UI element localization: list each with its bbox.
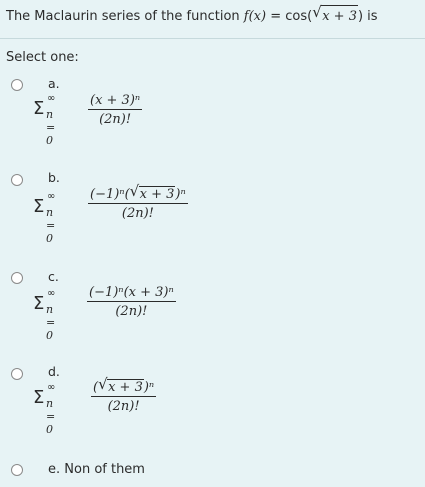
divider bbox=[0, 38, 425, 39]
sum-upper-limit: ∞ bbox=[47, 382, 56, 393]
question-function: f(x) bbox=[243, 9, 267, 24]
option-c-fraction bbox=[87, 285, 176, 319]
question-text bbox=[6, 5, 421, 28]
option-c-denominator: (2n)! bbox=[115, 304, 148, 319]
option-a-radio[interactable] bbox=[11, 79, 23, 91]
option-b-denominator: (2n)! bbox=[121, 206, 154, 221]
option-d-letter: d. bbox=[48, 364, 60, 379]
option-d-radicand: x + 3 bbox=[108, 380, 143, 395]
question-suffix: is bbox=[363, 9, 378, 24]
sigma-icon: Σ bbox=[33, 293, 45, 314]
radical-icon: √ bbox=[98, 375, 108, 393]
sum-upper-limit: ∞ bbox=[47, 93, 56, 104]
question-paren-open: ( bbox=[307, 9, 313, 24]
option-b-num-suffix: ⁿ bbox=[180, 187, 186, 202]
sigma-icon: Σ bbox=[33, 98, 45, 119]
sum-lower-limit: n = 0 bbox=[46, 397, 56, 436]
sigma-icon: Σ bbox=[33, 387, 45, 408]
option-a-denominator: (2n)! bbox=[99, 112, 132, 127]
select-one-prompt: Select one: bbox=[6, 50, 79, 65]
option-b-radio[interactable] bbox=[11, 174, 23, 186]
option-d-radio[interactable] bbox=[11, 368, 23, 380]
question-prefix: The Maclaurin series of the function bbox=[6, 9, 244, 24]
option-b-numerator: (−1)ⁿ( √ x + 3)ⁿ bbox=[90, 182, 186, 202]
radical-icon: √ bbox=[312, 3, 322, 21]
option-b-letter: b. bbox=[48, 170, 60, 185]
option-c-letter: c. bbox=[48, 269, 59, 284]
question-paren-close: ) bbox=[357, 9, 364, 24]
radical-icon: √ bbox=[129, 182, 140, 200]
option-b-fraction bbox=[88, 182, 188, 221]
sigma-icon: Σ bbox=[33, 196, 45, 217]
option-e-label: e. Non of them bbox=[48, 462, 145, 477]
question-radicand: x + 3 bbox=[321, 5, 358, 28]
option-c-numerator: (−1)ⁿ(x + 3)ⁿ bbox=[89, 285, 174, 300]
sum-lower-limit: n = 0 bbox=[46, 206, 56, 245]
option-d-denominator: (2n)! bbox=[107, 399, 140, 414]
option-d-sqrt bbox=[98, 375, 144, 395]
option-d-num-suffix: ⁿ bbox=[148, 380, 155, 395]
option-a-numerator: (x + 3)ⁿ bbox=[90, 93, 141, 108]
sum-lower-limit: n = 0 bbox=[46, 108, 56, 147]
option-a-fraction bbox=[88, 93, 142, 127]
option-b-radicand: x + 3 bbox=[139, 187, 175, 202]
sum-lower-limit: n = 0 bbox=[46, 303, 56, 342]
option-e-radio[interactable] bbox=[11, 464, 23, 476]
sum-upper-limit: ∞ bbox=[47, 191, 56, 202]
question-sqrt bbox=[312, 5, 358, 28]
option-b-num-prefix: (−1)ⁿ bbox=[90, 187, 125, 202]
option-a-letter: a. bbox=[48, 76, 60, 91]
option-d-fraction bbox=[91, 375, 156, 414]
question-equals: = cos bbox=[266, 9, 308, 24]
option-c-radio[interactable] bbox=[11, 272, 23, 284]
option-d-numerator: ( √ x + 3)ⁿ bbox=[93, 375, 155, 395]
option-b-sqrt bbox=[129, 182, 176, 202]
sum-upper-limit: ∞ bbox=[47, 288, 56, 299]
